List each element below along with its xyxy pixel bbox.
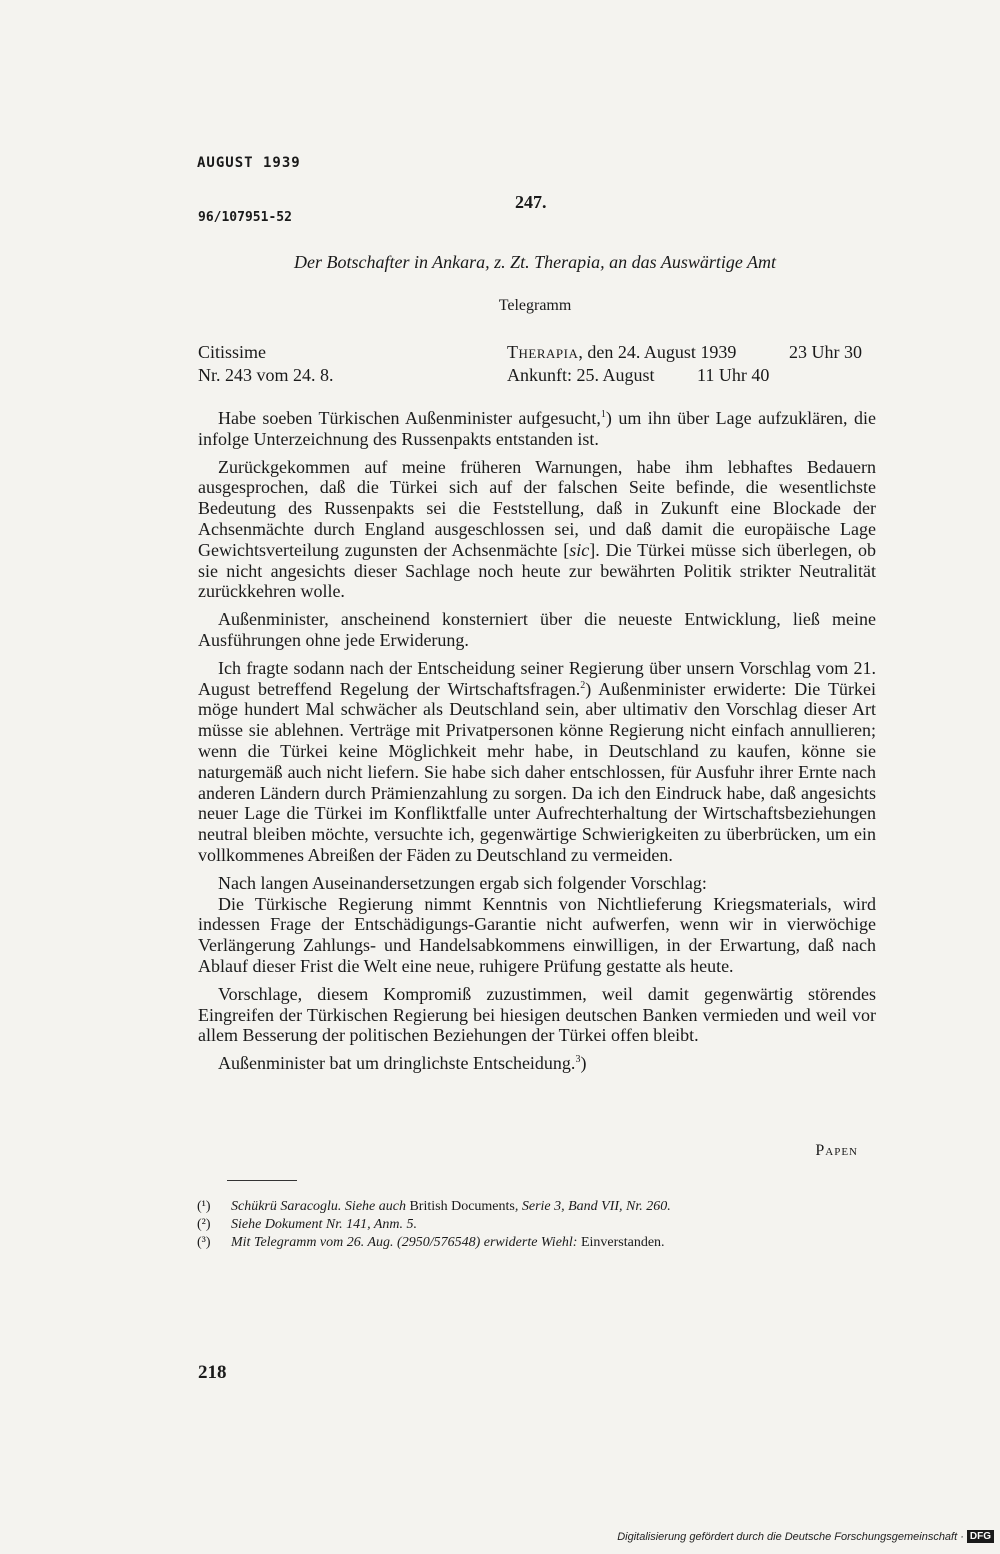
signature: Papen: [815, 1142, 858, 1159]
document-type: Telegramm: [498, 297, 572, 314]
footnote-mark: (³): [197, 1235, 211, 1250]
film-reference: 96/107951-52: [198, 210, 292, 225]
arrival-time: 11 Uhr 40: [697, 365, 770, 385]
footnote-ref-3: 3: [575, 1054, 581, 1066]
sic-note: sic: [569, 539, 590, 560]
sent-date: , den 24. August 1939: [578, 342, 737, 362]
paragraph-2: Zurückgekommen auf meine früheren Warnungen, habe ihm lebhaftes Bedauern ausgesprochen, daß die Türkei sich auf der falschen Seite befinde, die wesentlichste Bedeutung des Russenpakts sei die Feststellung, daß in Zukunft eine Blockade der Achsenmächte durch England ausgeschlossen sei, und daß damit die europäische Lage Gewichtsverteilung zugunsten der Achsenmächte [sic]. Die Türkei müsse sich überlegen, ob sie nicht angesichts dieser Sachlage noch heute zur bewährten Politik strikter Neutralität zurückkehren wolle.: [198, 456, 876, 602]
paragraph-7: Vorschlage, diesem Kompromiß zuzustimmen, weil damit gegenwärtig störendes Eingreifen der Türkischen Regierung bei hiesigen deutschen Banken vermieden und weil vor allem Besserung der politischen Beziehungen der Türkei offen bleibt.: [198, 983, 876, 1046]
footnotes: [197, 1198, 837, 1252]
document-heading: Der Botschafter in Ankara, z. Zt. Therapia, an das Auswärtige Amt: [293, 252, 777, 272]
footnote-mark: (¹): [197, 1199, 211, 1214]
sent-time: 23 Uhr 30: [789, 342, 862, 362]
footnote-ref-2: 2: [580, 679, 586, 691]
document-number: 247.: [515, 192, 547, 212]
footnote-3: (³) Mit Telegramm vom 26. Aug. (2950/576548) erwiderte Wiehl: Einverstanden.: [197, 1235, 665, 1250]
telegram-number: Nr. 243 vom 24. 8.: [198, 365, 334, 385]
paragraph-6: Die Türkische Regierung nimmt Kenntnis von Nichtlieferung Kriegsmaterials, wird indessen Frage der Entschädigungs-Garantie nicht aufwerfen, wenn wir in vierwöchige Verlängerung Zahlungs- und Handelsabkommens einwilligen, in der Erwartung, daß nach Ablauf dieser Frist die Welt eine neue, ruhigere Prüfung gestatte als heute.: [198, 893, 876, 976]
footnote-1: (¹) Schükrü Saracoglu. Siehe auch British Documents, Serie 3, Band VII, Nr. 260.: [197, 1199, 671, 1214]
footnote-rule: [227, 1180, 297, 1181]
sent-line: [507, 342, 736, 363]
running-header-date: AUGUST 1939: [197, 155, 301, 171]
paragraph-4: Ich fragte sodann nach der Entscheidung seiner Regierung über unsern Vorschlag vom 21. August betreffend Regelung der Wirtschaftsfragen.$^2$) Außenminister erwiderte: Die Türkei möge hundert Mal schwächer als Deutschland sein, aber ultimativ den Vorschlag dieser Art müsse sie ablehnen. Verträge mit Privatpersonen könne Regierung nicht einfach annullieren; wenn die Türkei keine Möglichkeit mehr habe, in Deutschland zu kaufen, könne sie naturgemäß auch nicht liefern. Sie habe sich daher entschlossen, für Ausfuhr ihrer Ernte nach anderen Ländern durch Prämienzahlung zu sorgen. Da ich den Eindruck habe, daß angesichts neuer Lage die Türkei im Konfliktfalle unter Aufrechterhaltung der Wirtschaftsbeziehungen neutral bleiben möchte, versuchte ich, gegenwärtige Schwierigkeiten zu überbrücken, um ein vollkommenes Abreißen der Fäden zu Deutschland zu vermeiden.: [198, 657, 876, 865]
arrival-date: Ankunft: 25. August: [507, 365, 655, 385]
digitization-credit: [617, 1530, 994, 1543]
sent-place: Therapia: [507, 342, 579, 362]
dfg-logo: DFG: [967, 1530, 994, 1543]
telegram-body: [198, 408, 876, 1081]
page-number: 218: [198, 1362, 227, 1383]
paragraph-5: Nach langen Auseinandersetzungen ergab sich folgender Vorschlag:: [218, 872, 707, 893]
footnote-2: (²) Siehe Dokument Nr. 141, Anm. 5.: [197, 1217, 417, 1232]
priority-label: Citissime: [198, 342, 267, 362]
footnote-ref-1: 1: [600, 409, 606, 420]
paragraph-1: Habe soeben Türkischen Außenminister aufgesucht,$^1$) um ihn über Lage aufzuklären, die infolge Unterzeichnung des Russenpakts entstanden ist.: [198, 408, 876, 449]
paragraph-3: Außenminister, anscheinend konsterniert über die neueste Entwicklung, ließ meine Ausführungen ohne jede Erwiderung.: [198, 609, 876, 650]
credit-text: Digitalisierung gefördert durch die Deutsche Forschungsgemeinschaft ·: [617, 1530, 964, 1543]
footnote-mark: (²): [197, 1217, 211, 1232]
paragraph-8: Außenminister bat um dringlichste Entscheidung.$^3$): [218, 1053, 587, 1074]
